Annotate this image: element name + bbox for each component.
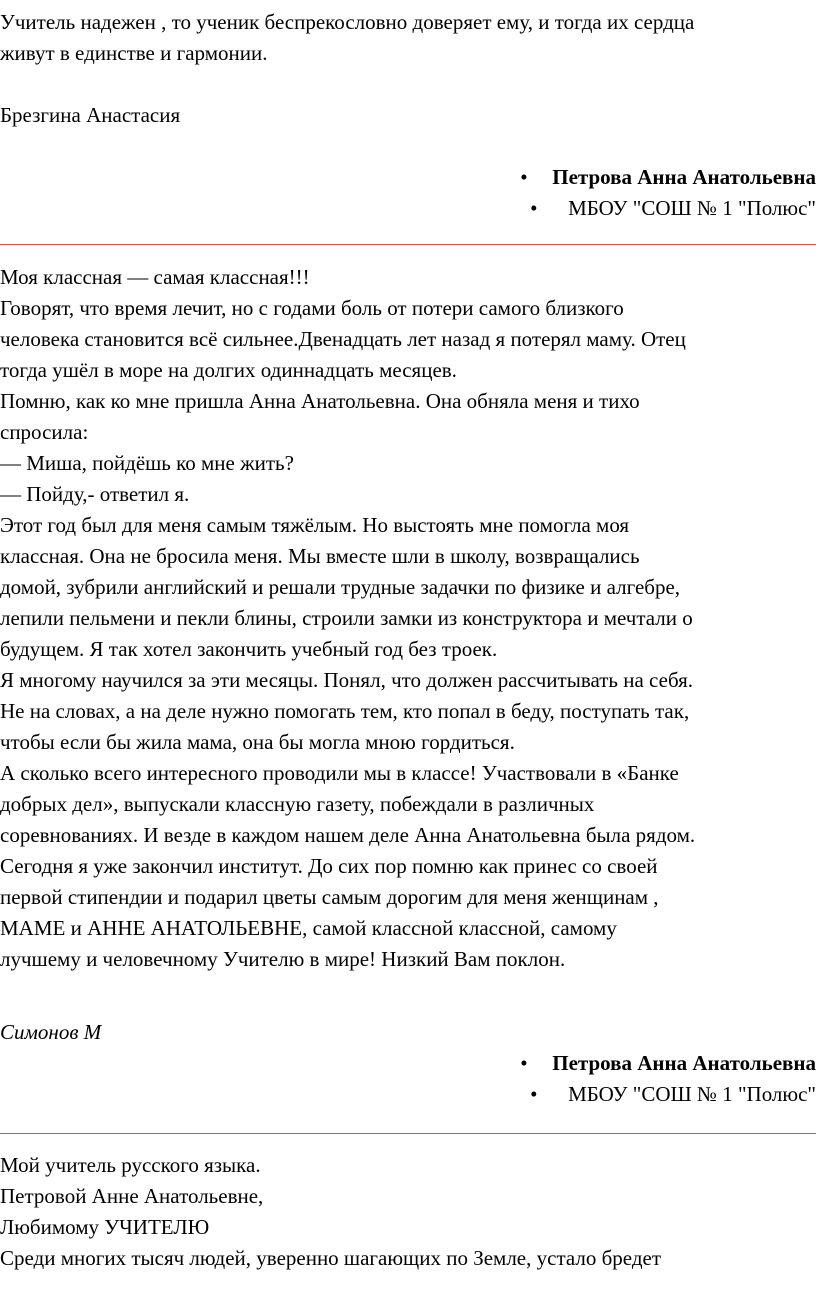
text-line: Учитель надежен , то ученик беспрекословно доверяет ему, и тогда их сердца [0,10,695,34]
bullet-icon: • [520,165,528,189]
text-line: чтобы если бы жила мама, она бы могла мною гордиться. [0,730,515,754]
text-line: Мой учитель русского языка. [0,1153,261,1177]
text-line: МАМЕ и АННЕ АНАТОЛЬЕВНЕ, самой классной классной, самому [0,916,617,940]
text-line: Этот год был для меня самым тяжёлым. Но выстоять мне помогла моя [0,513,630,537]
essay-quote [0,7,816,131]
text-line: Я многому научился за эти месяцы. Понял, что должен рассчитывать на себя. [0,668,694,692]
text-line: Петровой Анне Анатольевне, [0,1184,264,1208]
school-item [0,1079,816,1110]
text-line: Среди многих тысяч людей, уверенно шагающих по Земле, устало бредет [0,1246,662,1270]
text-line: лепили пельмени и пекли блины, строили замки из конструктора и мечтали о [0,606,693,630]
teacher-name-item [0,1048,816,1079]
author-name: Симонов М [0,1020,102,1044]
text-line: будущем. Я так хотел закончить учебный год без троек. [0,637,498,661]
bullet-icon: • [520,1051,528,1075]
text-line: — Пойду,- ответил я. [0,482,190,506]
teacher-name: Петрова Анна Анатольевна [552,1051,816,1075]
text-line: домой, зубрили английский и решали трудные задачки по физике и алгебре, [0,575,681,599]
essay-body [0,262,816,975]
text-line: живут в единстве и гармонии. [0,41,268,65]
text-line: — Миша, пойдёшь ко мне жить? [0,451,294,475]
text-line: спросила: [0,420,89,444]
text-line: классная. Она не бросила меня. Мы вместе шли в школу, возвращались [0,544,640,568]
bullet-icon: • [530,196,538,220]
text-line: лучшему и человечному Учителю в мире! Низкий Вам поклон. [0,947,566,971]
text-line: А сколько всего интересного проводили мы в классе! Участвовали в «Банке [0,761,679,785]
text-line: Говорят, что время лечит, но с годами боль от потери самого близкого [0,296,624,320]
school-name: МБОУ "СОШ № 1 "Полюс" [568,196,816,220]
teacher-info-list [0,1048,816,1110]
text-line: Сегодня я уже закончил институт. До сих пор помню как принес со своей [0,854,658,878]
text-line: Моя классная — самая классная!!! [0,265,310,289]
section-divider [0,1133,816,1134]
text-line: Любимому УЧИТЕЛЮ [0,1215,210,1239]
text-line: Помню, как ко мне пришла Анна Анатольевна. Она обняла меня и тихо [0,389,640,413]
text-line: человека становится всё сильнее.Двенадцать лет назад я потерял маму. Отец [0,327,686,351]
text-line: соревнованиях. И везде в каждом нашем деле Анна Анатольевна была рядом. [0,823,696,847]
text-line: Не на словах, а на деле нужно помогать тем, кто попал в беду, поступать так, [0,699,690,723]
school-item [0,193,816,224]
text-line: первой стипендии и подарил цветы самым дорогим для меня женщинам , [0,885,659,909]
essay-body [0,1150,816,1274]
school-name: МБОУ "СОШ № 1 "Полюс" [568,1082,816,1106]
bullet-icon: • [530,1082,538,1106]
author-name: Брезгина Анастасия [0,103,181,127]
text-line: добрых дел», выпускали классную газету, побеждали в различных [0,792,595,816]
blank-line [0,69,816,100]
section-divider [0,244,816,245]
text-line: тогда ушёл в море на долгих одиннадцать месяцев. [0,358,457,382]
teacher-name: Петрова Анна Анатольевна [552,165,816,189]
teacher-name-item [0,162,816,193]
essay-signature [0,1017,816,1048]
teacher-info-list [0,162,816,224]
